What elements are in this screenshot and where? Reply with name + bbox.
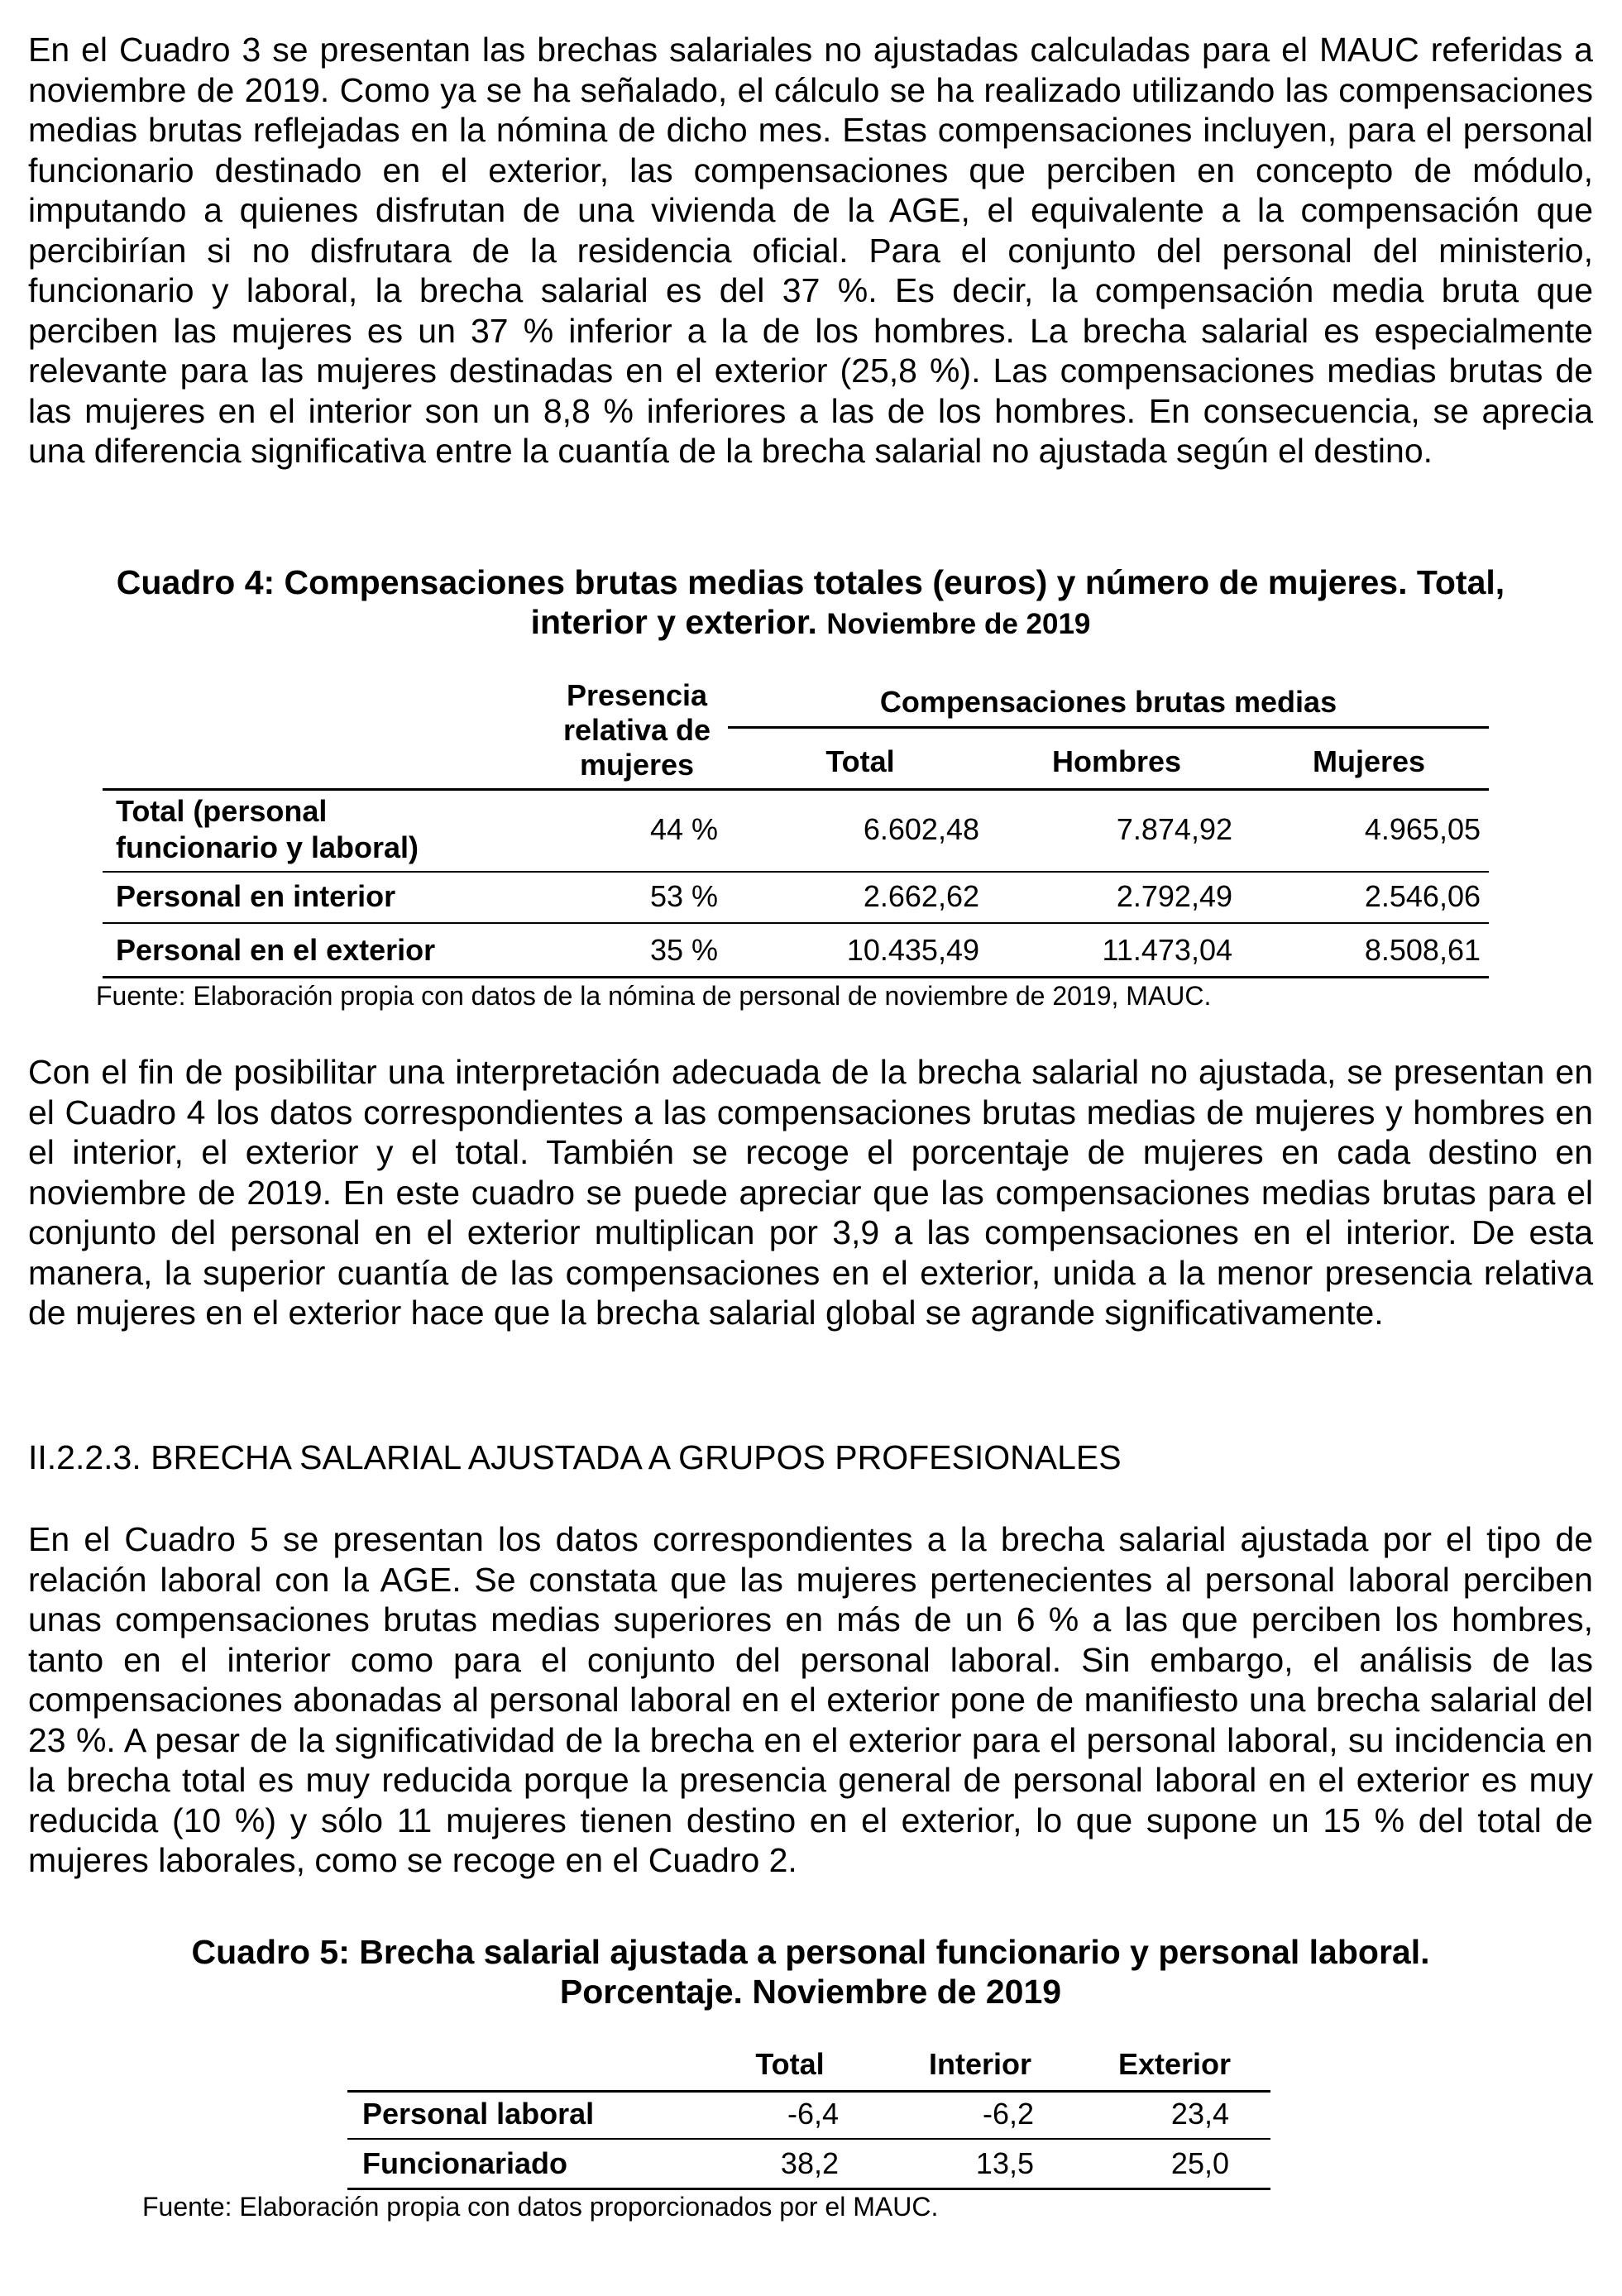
- header-presencia-1: Presencia: [566, 678, 708, 712]
- table5-caption-line1: Cuadro 5: Brecha salarial ajustada a personal funcionario y personal laboral.: [191, 1933, 1430, 1971]
- table4-row-total-mujeres: 4.965,05: [1364, 812, 1481, 846]
- header-presencia-3: mujeres: [579, 748, 695, 782]
- table4-row-total-label2: funcionario y laboral): [116, 830, 419, 864]
- table4-row-interior-pres: 53 %: [649, 879, 718, 913]
- table4-header-presencia: [546, 678, 728, 782]
- header-presencia-2: relativa de: [562, 713, 711, 747]
- table5-row-laboral-interior: -6,2: [982, 2097, 1034, 2131]
- table4-col-mujeres: Mujeres: [1312, 744, 1426, 778]
- paragraph-cuadro3: En el Cuadro 3 se presentan las brechas salariales no ajustadas calculadas para el MAUC referidas a noviembre de 2019. Como ya se ha señalado, el cálculo se ha realizado utilizando las compensaciones medias brutas reflejadas en la nómina de dicho mes. Estas compensaciones incluyen, para el personal funcionario destinado en el exterior, las compensaciones que perciben en concepto de módulo, imputando a quienes disfrutan de una vivienda de la AGE, el equivalente a la compensación que percibirían si no disfrutara de la residencia oficial. Para el conjunto del personal del ministerio, funcionario y laboral, la brecha salarial es del 37 %. Es decir, la compensación media bruta que perciben las mujeres es un 37 % inferior a la de los hombres. La brecha salarial es especialmente relevante para las mujeres destinadas en el exterior (25,8 %). Las compensaciones medias brutas de las mujeres en el interior son un 8,8 % inferiores a las de los hombres. En consecuencia, se aprecia una diferencia significativa entre la cuantía de la brecha salarial no ajustada según el destino.: [28, 31, 1593, 470]
- table4-caption-line1: Cuadro 4: Compensaciones brutas medias totales (euros) y número de mujeres. Total,: [116, 563, 1505, 601]
- table4-row-exterior-hombres: 11.473,04: [1102, 933, 1232, 967]
- table4-rule-1: [103, 871, 1489, 873]
- table4-caption-date: Noviembre de 2019: [826, 608, 1091, 640]
- table4-row-total-pres: 44 %: [649, 812, 718, 846]
- table4-header-rule: [728, 726, 1489, 729]
- table4-rule-top: [103, 788, 1489, 791]
- table5-col-exterior: Exterior: [1117, 2047, 1232, 2081]
- table5-row-funcionariado-interior: 13,5: [975, 2146, 1034, 2180]
- table4-col-total: Total: [825, 744, 895, 778]
- section-heading: II.2.2.3. BRECHA SALARIAL AJUSTADA A GRUPOS PROFESIONALES: [28, 1438, 1122, 1476]
- table4-row-interior-mujeres: 2.546,06: [1364, 879, 1481, 913]
- table4-row-total-label1: Total (personal: [116, 794, 328, 828]
- table5-caption-line2: Porcentaje. Noviembre de 2019: [559, 1973, 1062, 2011]
- table4-row-exterior-label: Personal en el exterior: [116, 933, 436, 967]
- table4-rule-bottom: [103, 976, 1489, 978]
- table4-header-compensaciones: Compensaciones brutas medias: [879, 685, 1337, 719]
- paragraph-cuadro4: Con el fin de posibilitar una interpretación adecuada de la brecha salarial no ajustada, se presentan en el Cuadro 4 los datos correspondientes a las compensaciones brutas medias de mujeres y hombres en el interior, el exterior y el total. También se recoge el porcentaje de mujeres en cada destino en noviembre de 2019. En este cuadro se puede apreciar que las compensaciones medias brutas para el conjunto del personal en el exterior multiplican por 3,9 a las compensaciones en el interior. De esta manera, la superior cuantía de las compensaciones en el exterior, unida a la menor presencia relativa de mujeres en el exterior hace que la brecha salarial global se agrande significativamente.: [28, 1053, 1593, 1332]
- table4-col-hombres: Hombres: [1051, 744, 1182, 778]
- paragraph-cuadro5: En el Cuadro 5 se presentan los datos correspondientes a la brecha salarial ajustada por el tipo de relación laboral con la AGE. Se constata que las mujeres pertenecientes al personal laboral perciben unas compensaciones brutas medias superiores en más de un 6 % a las que perciben los hombres, tanto en el interior como para el conjunto del personal laboral. Sin embargo, el análisis de las compensaciones abonadas al personal laboral en el exterior pone de manifiesto una brecha salarial del 23 %. A pesar de la significatividad de la brecha en el exterior para el personal laboral, su incidencia en la brecha total es muy reducida porque la presencia general de personal laboral en el exterior es muy reducida (10 %) y sólo 11 mujeres tienen destino en el exterior, lo que supone un 15 % del total de mujeres laborales, como se recoge en el Cuadro 2.: [28, 1520, 1593, 1879]
- table5-row-funcionariado-exterior: 25,0: [1170, 2146, 1229, 2180]
- table4-row-interior-hombres: 2.792,49: [1116, 879, 1232, 913]
- table5-col-total: Total: [755, 2047, 825, 2081]
- table5-row-laboral-total: -6,4: [787, 2097, 839, 2131]
- table4-rule-2: [103, 922, 1489, 924]
- table4-caption-line2: interior y exterior.: [530, 603, 817, 641]
- table5-source: Fuente: Elaboración propia con datos proporcionados por el MAUC.: [142, 2192, 939, 2222]
- table4-row-interior-total: 2.662,62: [863, 879, 979, 913]
- table4-row-total-hombres: 7.874,92: [1116, 812, 1232, 846]
- table5-row-funcionariado-label: Funcionariado: [362, 2146, 568, 2180]
- table5-rule-top: [347, 2090, 1270, 2093]
- table5-row-laboral-exterior: 23,4: [1170, 2097, 1229, 2131]
- table5-caption: [28, 1932, 1593, 2011]
- table4-row-exterior-mujeres: 8.508,61: [1364, 933, 1481, 967]
- table5-rule-middle: [347, 2138, 1270, 2140]
- table5-row-funcionariado-total: 38,2: [780, 2146, 839, 2180]
- table4-row-interior-label: Personal en interior: [116, 879, 396, 913]
- table4-row-exterior-total: 10.435,49: [846, 933, 979, 967]
- table4-row-total-total: 6.602,48: [863, 812, 979, 846]
- table4-caption: [28, 562, 1593, 644]
- table4-source: Fuente: Elaboración propia con datos de la nómina de personal de noviembre de 2019, MAUC.: [96, 981, 1212, 1011]
- table5-row-laboral-label: Personal laboral: [362, 2097, 595, 2131]
- table5-col-interior: Interior: [928, 2047, 1031, 2081]
- table4-row-exterior-pres: 35 %: [649, 933, 718, 967]
